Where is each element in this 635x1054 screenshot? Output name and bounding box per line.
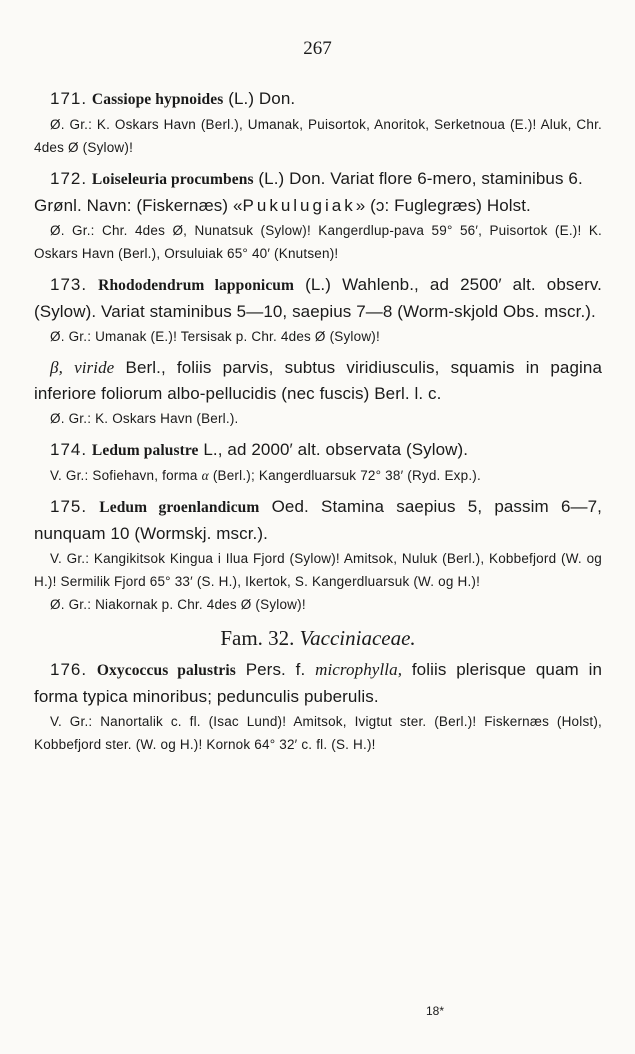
locality-prefix: V. Gr.: Sofiehavn, forma [50,468,198,483]
entry-number: 171. [50,89,88,108]
entry-175 [34,494,602,547]
variety-entry [34,355,602,407]
locality-line: Ø. Gr.: K. Oskars Havn (Berl.), Umanak, Puisortok, Anoritok, Serketnoua (E.)! Aluk, Chr. 4des Ø (Sylow)! [34,117,602,155]
species-name: Ledum groenlandicum [99,499,260,516]
entry-text: Oed. Stamina saepius 5, passim 6—7, nunquam 10 (Wormskj. mscr.). [34,497,602,543]
entry-text: (L.) Don. [228,89,296,108]
entry-number: 172. [50,169,88,188]
entry-number: 173. [50,275,88,294]
species-name: Oxycoccus palustris [96,662,236,679]
locality-suffix: (Berl.); Kangerdluarsuk 72° 38′ (Ryd. Exp.). [212,468,481,483]
page-number: 267 [303,38,332,59]
entry-text: foliis plerisque quam in forma typica minoribus; pedunculis puberulis. [34,660,603,706]
entry-text: (L.) Wahlenb., ad 2500′ alt. observ. (Sylow). Variat staminibus 5—10, saepius 7—8 (Worm-skjold Obs. mscr.). [34,275,602,321]
family-name: Vacciniaceae. [299,626,416,650]
locality-line: Ø. Gr.: Niakornak p. Chr. 4des Ø (Sylow)! [50,597,306,612]
locality-line [34,464,602,487]
entry-number: 175. [50,497,88,516]
forma-name: microphylla, [315,660,403,679]
entry-number: 174. [50,440,88,459]
species-name: Loiseleuria procumbens [91,171,254,188]
entry-176 [34,657,602,710]
species-name: Ledum palustre [91,442,199,459]
entry-171 [34,86,602,113]
entry-text-prefix: Pers. f. [245,660,306,679]
vernacular-suffix: » (ɔ: Fuglegræs) Holst. [355,196,531,215]
locality-line: V. Gr.: Nanortalik c. fl. (Isac Lund)! Amitsok, Ivigtut ster. (Berl.)! Fiskernæs (Holst), Kobbefjord ster. (W. og H.)! Kornok 64° 32′ c. fl. (S. H.)! [34,714,602,752]
locality-line: V. Gr.: Kangikitsok Kingua i Ilua Fjord (Sylow)! Amitsok, Nuluk (Berl.), Kobbefjord (W. og H.)! Sermilik Fjord 65° 33′ (S. H.), Ikertok, S. Kangerdluarsuk (W. og H.)! [34,551,602,589]
vernacular-word: Pukulugiak [242,196,356,215]
species-name: Rhododendrum lapponicum [98,277,295,294]
forma-letter: α [201,468,209,483]
entry-text: L., ad 2000′ alt. observata (Sylow). [203,440,469,459]
variety-text: Berl., foliis parvis, subtus viridiusculis, squamis in pagina inferiore foliorum albo-pellucidis (nec fuscis) Berl. l. c. [34,358,602,403]
locality-line: Ø. Gr.: Chr. 4des Ø, Nunatsuk (Sylow)! Kangerdlup-pava 59° 56′, Puisortok (E.)! K. Oskars Havn (Berl.), Orsuluiak 65° 40′ (Knutsen)! [34,223,602,261]
variety-letter: β, [50,358,63,377]
entry-173 [34,272,602,325]
vernacular-prefix: Grønl. Navn: (Fiskernæs) « [34,196,243,215]
vernacular-name [34,193,602,219]
entry-174 [34,437,602,464]
species-name: Cassiope hypnoides [91,91,224,108]
entry-number: 176. [50,660,88,679]
family-label: Fam. 32. [220,626,295,650]
family-heading [34,626,602,651]
locality-line: Ø. Gr.: Umanak (E.)! Tersisak p. Chr. 4des Ø (Sylow)! [50,329,380,344]
entry-172 [34,166,602,193]
entry-text: (L.) Don. Variat flore 6-mero, staminibus 6. [258,169,583,188]
variety-name: viride [74,358,115,377]
signature-mark: 18* [426,1004,445,1018]
page-content [34,86,602,756]
locality-line: Ø. Gr.: K. Oskars Havn (Berl.). [50,411,239,426]
